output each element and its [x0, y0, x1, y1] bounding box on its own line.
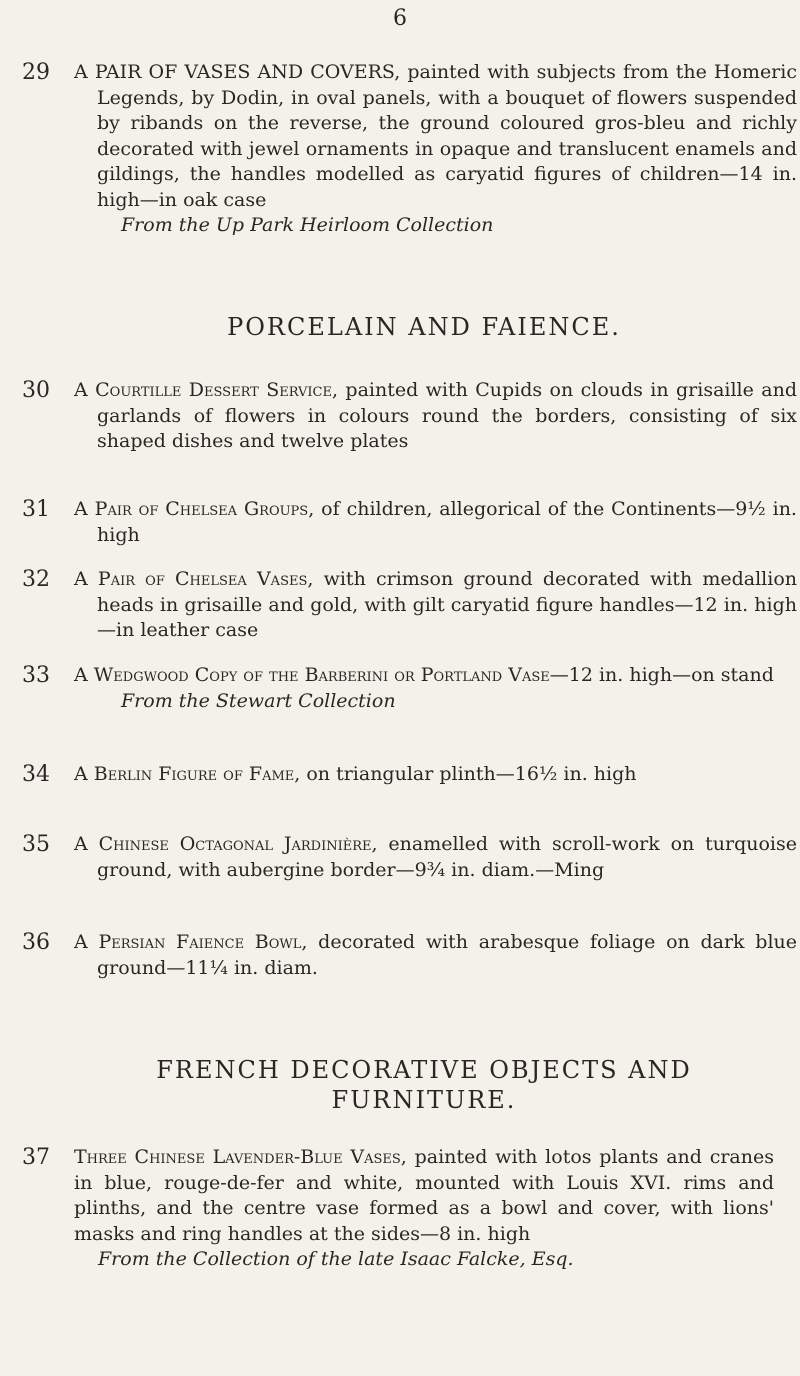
lot-article: A	[74, 833, 88, 855]
lot-provenance: From the Stewart Collection	[121, 689, 396, 712]
lot-text: with crimson ground decorated with medallion heads in grisaille and gold, with gilt caryatid figure handles—12 in. high—in leather case	[97, 568, 798, 641]
lot-number: 37	[22, 1145, 50, 1170]
lot-title: PAIR OF VASES AND COVERS,	[94, 61, 401, 83]
lot-description	[74, 60, 797, 239]
lot-title: Pair of Chelsea Vases,	[97, 568, 314, 590]
lot-title: Pair of Chelsea Groups,	[94, 498, 315, 520]
lot-provenance: From the Up Park Heirloom Collection	[121, 214, 494, 236]
lot-title: Berlin Figure of Fame,	[93, 763, 301, 785]
lot-title: Three Chinese Lavender-Blue Vases,	[74, 1146, 407, 1168]
lot-text: on triangular plinth—16½ in. high	[300, 763, 637, 785]
lot-article: A	[74, 379, 88, 401]
lot-number: 32	[22, 567, 50, 592]
lot-description	[74, 1145, 774, 1273]
lot-number: 36	[22, 930, 50, 955]
lot-title: Wedgwood Copy of the Barberini or Portland Vase	[93, 664, 550, 686]
lot-number: 34	[22, 762, 50, 787]
lot-description	[74, 762, 797, 788]
lot-text: decorated with arabesque foliage on dark blue ground—11¼ in. diam.	[97, 931, 798, 979]
lot-description	[74, 497, 797, 548]
lot-article: A	[74, 664, 88, 686]
lot-article: A	[74, 568, 88, 590]
lot-description	[74, 930, 797, 981]
lot-text: painted with lotos plants and cranes in blue, rouge-de-fer and white, mounted with Louis XVI. rims and plinths, and the centre vase formed as a bowl and cover, with lions' masks and ring handles at the sides—8 in. high	[74, 1146, 774, 1245]
lot-number: 35	[22, 832, 50, 857]
lot-article: A	[74, 61, 88, 83]
lot-text: painted with subjects from the Homeric Legends, by Dodin, in oval panels, with a bouquet of flowers suspended by ribands on the reverse, the ground coloured gros-bleu and richly decorated with jewel ornaments in opaque and translucent enamels and gildings, the handles modelled as caryatid figures of children—14 in. high—in oak case	[97, 61, 797, 211]
lot-text: of children, allegorical of the Continents—9½ in. high	[97, 498, 797, 546]
lot-title: Persian Faience Bowl,	[98, 931, 308, 953]
lot-description	[74, 832, 797, 883]
lot-number: 29	[22, 60, 50, 85]
page-number: 6	[393, 6, 407, 31]
lot-number: 33	[22, 663, 50, 688]
lot-title: Courtille Dessert Service,	[95, 379, 339, 401]
lot-number: 30	[22, 378, 50, 403]
lot-provenance: From the Collection of the late Isaac Falcke, Esq.	[98, 1248, 574, 1270]
lot-description	[74, 378, 797, 455]
lot-article: A	[74, 931, 88, 953]
lot-text: —12 in. high—on stand	[549, 664, 774, 686]
lot-number: 31	[22, 497, 50, 522]
lot-text: enamelled with scroll-work on turquoise ground, with aubergine border—9¾ in. diam.—Ming	[97, 833, 797, 881]
section-heading-porcelain: PORCELAIN AND FAIENCE.	[227, 313, 621, 341]
lot-text: painted with Cupids on clouds in grisaille and garlands of flowers in colours round the borders, consisting of six shaped dishes and twelve plates	[97, 379, 797, 452]
lot-title: Chinese Octagonal Jardinière,	[98, 833, 378, 855]
lot-description	[74, 663, 797, 714]
lot-description	[74, 567, 797, 644]
section-heading-french: FRENCH DECORATIVE OBJECTS AND FURNITURE.	[156, 1056, 692, 1114]
lot-article: A	[74, 498, 88, 520]
lot-article: A	[74, 763, 88, 785]
